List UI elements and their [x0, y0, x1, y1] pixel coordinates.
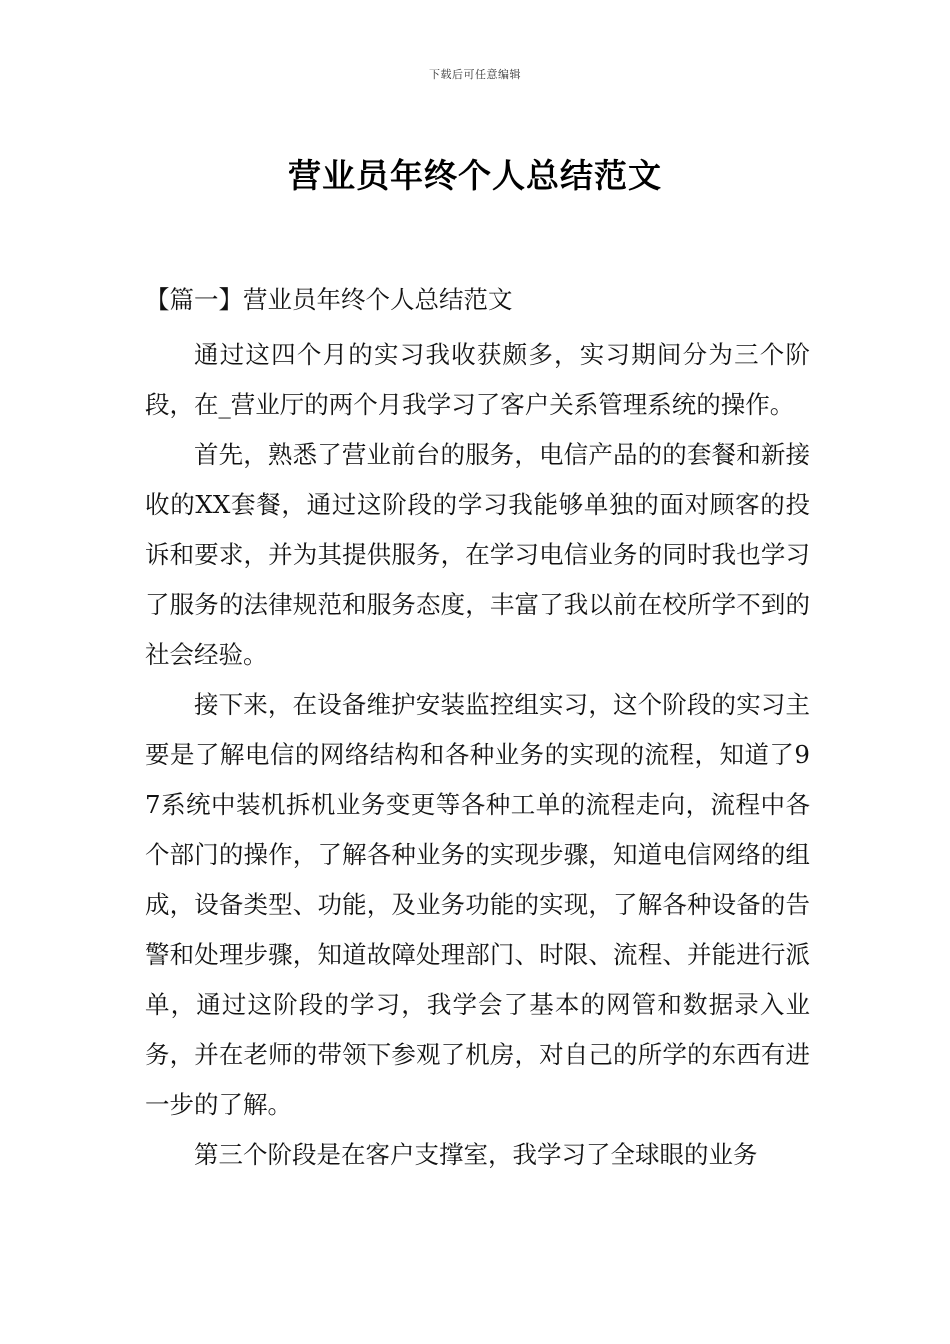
header-note: 下载后可任意编辑	[429, 68, 521, 81]
paragraph: 第三个阶段是在客户支撑室，我学习了全球眼的业务	[194, 1140, 758, 1169]
document-title: 营业员年终个人总结范文	[288, 156, 662, 196]
paragraph: 接下来，在设备维护安装监控组实习，这个阶段的实习主要是了解电信的网络结构和各种业务的实现的流程，知道了97系统中装机拆机业务变更等各种工单的流程走向，流程中各个部门的操作，了解各种业务的实现步骤，知道电信网络的组成，设备类型、功能，及业务功能的实现，了解各种设备的告警和处理步骤，知道故障处理部门、时限、流程、并能进行派单，通过这阶段的学习，我学会了基本的网管和数据录入业务，并在老师的带领下参观了机房，对自己的所学的东西有进一步的了解。	[145, 690, 810, 1119]
paragraph: 通过这四个月的实习我收获颇多，实习期间分为三个阶段，在_营业厅的两个月我学习了客户关系管理系统的操作。	[145, 340, 810, 419]
document-body	[145, 280, 810, 1180]
section-heading: 【篇一】营业员年终个人总结范文	[145, 285, 513, 314]
paragraph: 首先，熟悉了营业前台的服务，电信产品的的套餐和新接收的XX套餐，通过这阶段的学习我能够单独的面对顾客的投诉和要求，并为其提供服务，在学习电信业务的同时我也学习了服务的法律规范和服务态度，丰富了我以前在校所学不到的社会经验。	[145, 440, 810, 669]
